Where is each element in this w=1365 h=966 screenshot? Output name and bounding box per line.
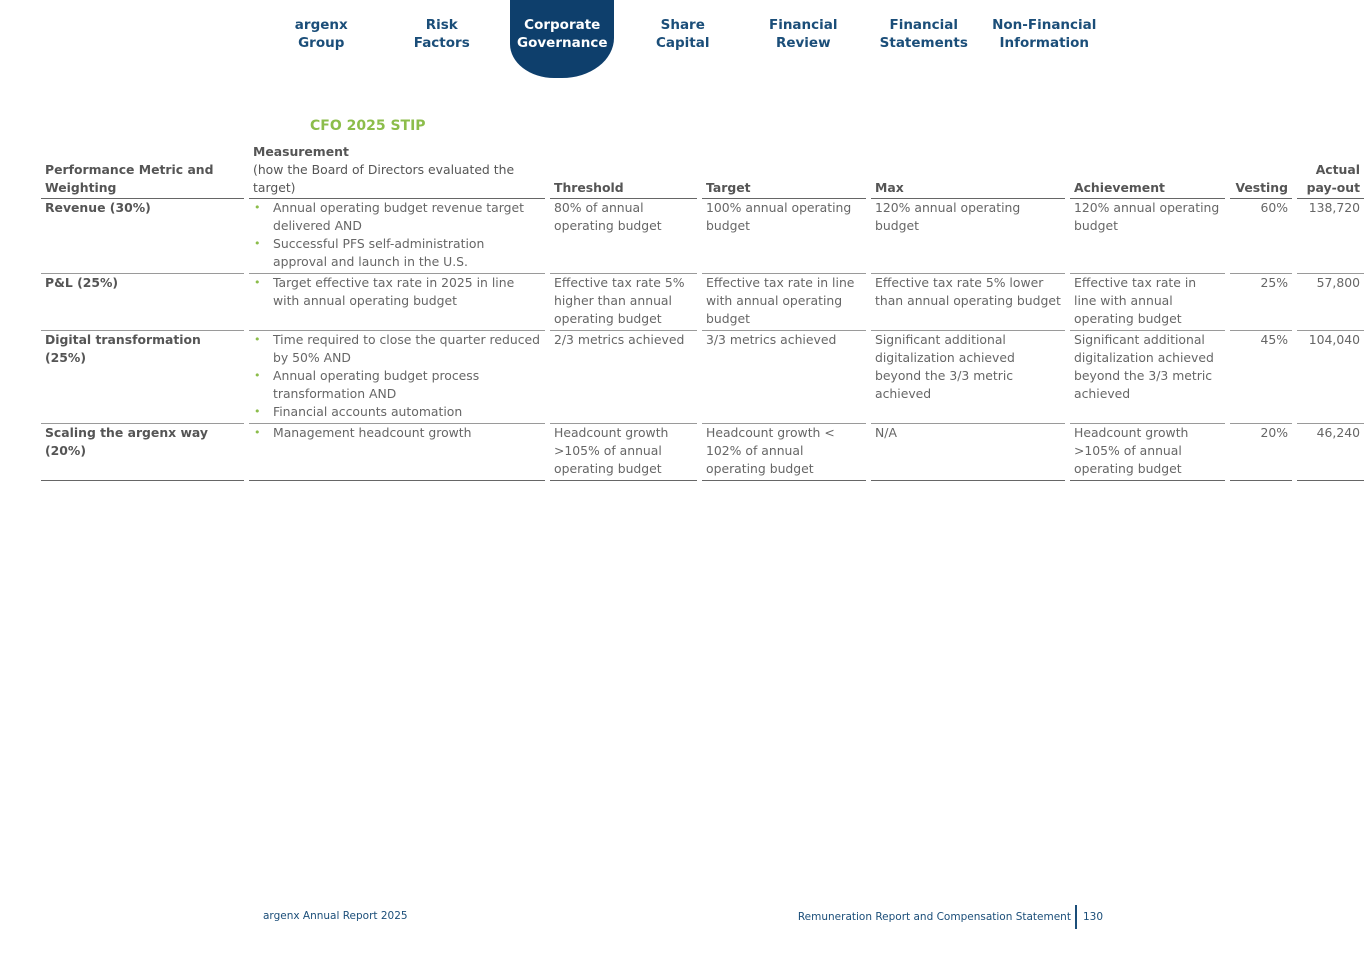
nav-label-line1: argenx xyxy=(294,17,348,33)
threshold-cell: Effective tax rate 5% higher than annual operating budget xyxy=(550,274,697,331)
max-cell: N/A xyxy=(871,424,1065,481)
header-achievement: Achievement xyxy=(1070,143,1225,199)
table-title: CFO 2025 STIP xyxy=(310,118,426,134)
nav-item-risk-factors[interactable] xyxy=(382,0,503,78)
measurement-item: • Target effective tax rate in 2025 in line with annual operating budget xyxy=(253,274,541,310)
nav-label-line2: Statements xyxy=(879,34,968,51)
table-header-row xyxy=(41,143,1364,199)
header-vesting: Vesting xyxy=(1230,143,1292,199)
max-cell: 120% annual operating budget xyxy=(871,199,1065,274)
measurement-item: • Management headcount growth xyxy=(253,424,541,442)
payout-cell: 138,720 xyxy=(1297,199,1364,274)
vesting-cell: 25% xyxy=(1230,274,1292,331)
payout-cell: 57,800 xyxy=(1297,274,1364,331)
measurement-cell xyxy=(249,424,545,481)
stip-table xyxy=(36,143,1365,481)
page-number: 130 xyxy=(1082,911,1103,923)
footer-divider xyxy=(1075,905,1077,929)
nav-label-line1: Share xyxy=(660,17,705,33)
nav-label-line1: Non-Financial xyxy=(992,17,1097,33)
nav-label-line2: Factors xyxy=(413,34,470,51)
measurement-cell xyxy=(249,274,545,331)
nav-item-non-financial-information[interactable] xyxy=(984,0,1105,78)
footer-section xyxy=(798,905,1103,929)
nav-item-financial-review[interactable] xyxy=(743,0,864,78)
header-max: Max xyxy=(871,143,1065,199)
header-payout: Actual pay-out xyxy=(1297,143,1364,199)
target-cell: 100% annual operating budget xyxy=(702,199,866,274)
header-measurement: Measurement (how the Board of Directors evaluated the target) xyxy=(249,143,545,199)
table-row xyxy=(41,199,1364,274)
nav-label-line2: Review xyxy=(775,34,831,51)
payout-cell: 104,040 xyxy=(1297,331,1364,424)
threshold-cell: Headcount growth >105% of annual operating budget xyxy=(550,424,697,481)
metric-cell: Scaling the argenx way (20%) xyxy=(41,424,244,481)
achievement-cell: 120% annual operating budget xyxy=(1070,199,1225,274)
measurement-item: • Time required to close the quarter reduced by 50% AND xyxy=(253,331,541,367)
nav-label-line1: Financial xyxy=(889,17,959,33)
measurement-cell xyxy=(249,199,545,274)
header-threshold: Threshold xyxy=(550,143,697,199)
vesting-cell: 60% xyxy=(1230,199,1292,274)
threshold-cell: 80% of annual operating budget xyxy=(550,199,697,274)
header-target: Target xyxy=(702,143,866,199)
table-row xyxy=(41,424,1364,481)
measurement-item: • Financial accounts automation xyxy=(253,403,541,421)
measurement-item: • Annual operating budget process transformation AND xyxy=(253,367,541,403)
nav-item-argenx-group[interactable] xyxy=(261,0,382,78)
nav-label-line1: Corporate xyxy=(524,17,601,33)
nav-label-line2: Capital xyxy=(656,34,710,51)
max-cell: Effective tax rate 5% lower than annual operating budget xyxy=(871,274,1065,331)
nav-item-corporate-governance[interactable] xyxy=(502,0,623,78)
achievement-cell: Effective tax rate in line with annual operating budget xyxy=(1070,274,1225,331)
nav-label-line2: Group xyxy=(298,34,345,51)
table-row xyxy=(41,331,1364,424)
metric-cell: P&L (25%) xyxy=(41,274,244,331)
nav-label-line1: Financial xyxy=(768,17,838,33)
target-cell: 3/3 metrics achieved xyxy=(702,331,866,424)
header-metric: Performance Metric and Weighting xyxy=(41,143,244,199)
vesting-cell: 20% xyxy=(1230,424,1292,481)
top-navigation xyxy=(261,0,1105,80)
vesting-cell: 45% xyxy=(1230,331,1292,424)
target-cell: Effective tax rate in line with annual operating budget xyxy=(702,274,866,331)
metric-cell: Digital transformation (25%) xyxy=(41,331,244,424)
table-row xyxy=(41,274,1364,331)
nav-label-line2: Information xyxy=(999,34,1090,51)
metric-cell: Revenue (30%) xyxy=(41,199,244,274)
measurement-cell xyxy=(249,331,545,424)
payout-cell: 46,240 xyxy=(1297,424,1364,481)
measurement-item: • Successful PFS self-administration approval and launch in the U.S. xyxy=(253,235,541,271)
achievement-cell: Significant additional digitalization achieved beyond the 3/3 metric achieved xyxy=(1070,331,1225,424)
nav-label-line1: Risk xyxy=(425,17,458,33)
nav-label-line2: Governance xyxy=(517,34,608,51)
footer-report-title: argenx Annual Report 2025 xyxy=(263,910,408,922)
achievement-cell: Headcount growth >105% of annual operating budget xyxy=(1070,424,1225,481)
nav-item-financial-statements[interactable] xyxy=(864,0,985,78)
target-cell: Headcount growth < 102% of annual operating budget xyxy=(702,424,866,481)
measurement-item: • Annual operating budget revenue target delivered AND xyxy=(253,199,541,235)
max-cell: Significant additional digitalization achieved beyond the 3/3 metric achieved xyxy=(871,331,1065,424)
nav-active-indicator xyxy=(510,0,614,78)
threshold-cell: 2/3 metrics achieved xyxy=(550,331,697,424)
nav-item-share-capital[interactable] xyxy=(623,0,744,78)
footer-section-title: Remuneration Report and Compensation Statement xyxy=(797,911,1071,923)
